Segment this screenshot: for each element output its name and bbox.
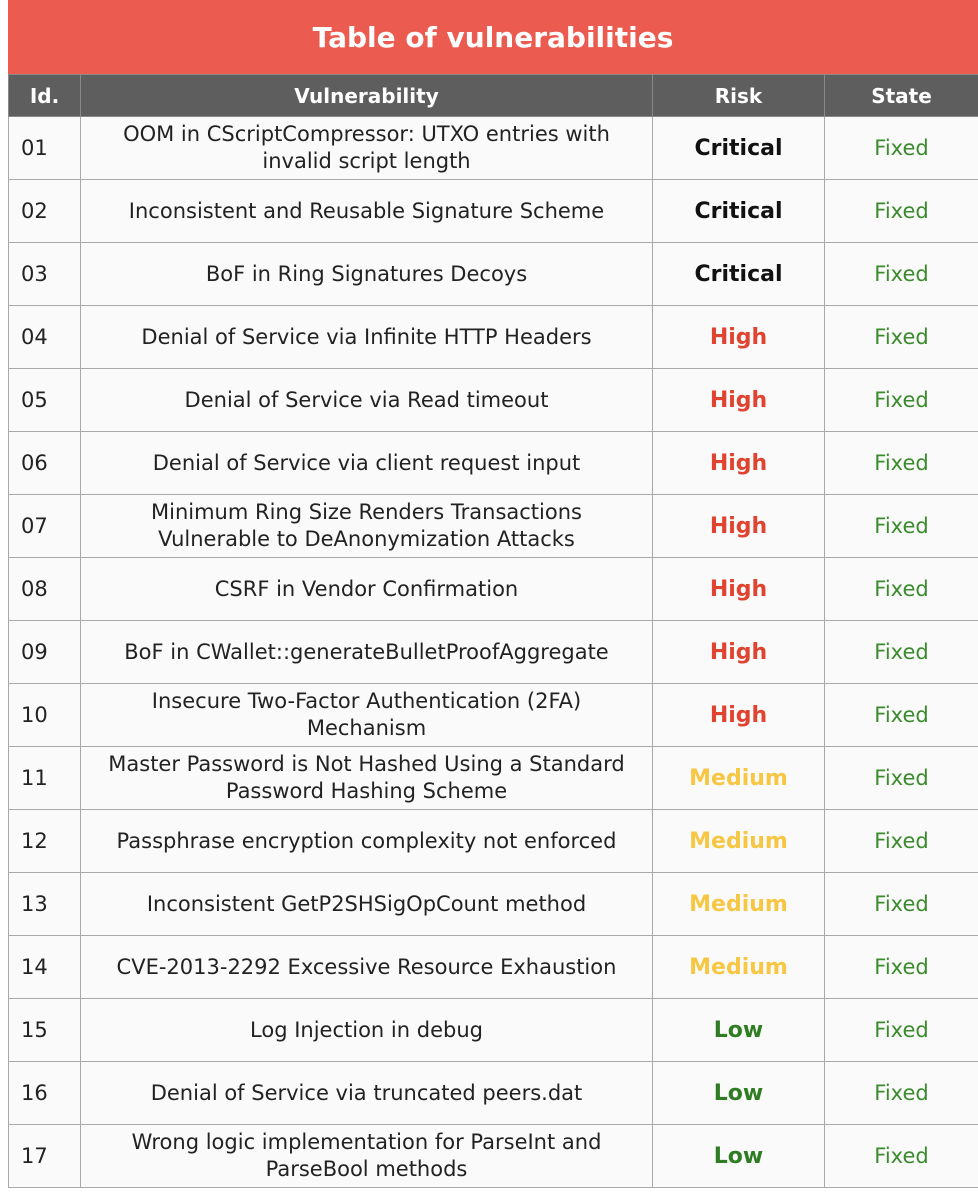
row-vulnerability: Log Injection in debug <box>81 999 653 1062</box>
row-vulnerability: CSRF in Vendor Confirmation <box>81 558 653 621</box>
status-badge: Fixed <box>825 684 978 747</box>
table-row <box>9 306 978 369</box>
table-row <box>9 1062 978 1125</box>
row-id: 10 <box>9 684 81 747</box>
status-badge: Fixed <box>825 810 978 873</box>
row-id: 17 <box>9 1125 81 1188</box>
table-row <box>9 936 978 999</box>
table-row <box>9 117 978 180</box>
risk-badge: High <box>653 369 825 432</box>
risk-badge: High <box>653 621 825 684</box>
status-badge: Fixed <box>825 999 978 1062</box>
table-row <box>9 873 978 936</box>
status-badge: Fixed <box>825 621 978 684</box>
row-id: 06 <box>9 432 81 495</box>
row-id: 16 <box>9 1062 81 1125</box>
row-vulnerability: Denial of Service via Read timeout <box>81 369 653 432</box>
status-badge: Fixed <box>825 873 978 936</box>
row-id: 14 <box>9 936 81 999</box>
row-id: 04 <box>9 306 81 369</box>
status-badge: Fixed <box>825 747 978 810</box>
row-id: 03 <box>9 243 81 306</box>
table-title: Table of vulnerabilities <box>8 0 978 74</box>
risk-badge: Medium <box>653 873 825 936</box>
status-badge: Fixed <box>825 117 978 180</box>
table-header <box>9 75 978 117</box>
table-row <box>9 684 978 747</box>
status-badge: Fixed <box>825 432 978 495</box>
status-badge: Fixed <box>825 495 978 558</box>
status-badge: Fixed <box>825 369 978 432</box>
table-row <box>9 810 978 873</box>
row-id: 11 <box>9 747 81 810</box>
row-vulnerability: Denial of Service via truncated peers.dat <box>81 1062 653 1125</box>
risk-badge: Low <box>653 999 825 1062</box>
risk-badge: Medium <box>653 936 825 999</box>
row-vulnerability: Denial of Service via Infinite HTTP Headers <box>81 306 653 369</box>
table-row <box>9 243 978 306</box>
vulnerability-table <box>8 74 978 1188</box>
row-vulnerability: BoF in Ring Signatures Decoys <box>81 243 653 306</box>
status-badge: Fixed <box>825 180 978 243</box>
status-badge: Fixed <box>825 1062 978 1125</box>
risk-badge: Medium <box>653 747 825 810</box>
header-id: Id. <box>9 75 81 117</box>
row-vulnerability: Inconsistent and Reusable Signature Scheme <box>81 180 653 243</box>
risk-badge: Medium <box>653 810 825 873</box>
status-badge: Fixed <box>825 306 978 369</box>
table-row <box>9 180 978 243</box>
status-badge: Fixed <box>825 936 978 999</box>
row-id: 05 <box>9 369 81 432</box>
header-state: State <box>825 75 978 117</box>
risk-badge: High <box>653 495 825 558</box>
row-id: 13 <box>9 873 81 936</box>
header-vulnerability: Vulnerability <box>81 75 653 117</box>
table-row <box>9 621 978 684</box>
row-id: 15 <box>9 999 81 1062</box>
status-badge: Fixed <box>825 558 978 621</box>
risk-badge: Critical <box>653 180 825 243</box>
risk-badge: High <box>653 558 825 621</box>
row-vulnerability: Passphrase encryption complexity not enforced <box>81 810 653 873</box>
risk-badge: High <box>653 684 825 747</box>
table-row <box>9 558 978 621</box>
risk-badge: High <box>653 432 825 495</box>
risk-badge: High <box>653 306 825 369</box>
vulnerability-report <box>8 0 978 1200</box>
table-body <box>9 117 978 1188</box>
row-vulnerability: Insecure Two-Factor Authentication (2FA) Mechanism <box>81 684 653 747</box>
row-id: 08 <box>9 558 81 621</box>
header-row <box>9 75 978 117</box>
row-id: 02 <box>9 180 81 243</box>
risk-badge: Low <box>653 1125 825 1188</box>
row-vulnerability: Denial of Service via client request input <box>81 432 653 495</box>
table-row <box>9 432 978 495</box>
risk-badge: Critical <box>653 117 825 180</box>
row-vulnerability: CVE-2013-2292 Excessive Resource Exhaustion <box>81 936 653 999</box>
row-vulnerability: Wrong logic implementation for ParseInt and ParseBool methods <box>81 1125 653 1188</box>
row-id: 09 <box>9 621 81 684</box>
row-vulnerability: Inconsistent GetP2SHSigOpCount method <box>81 873 653 936</box>
risk-badge: Low <box>653 1062 825 1125</box>
table-row <box>9 369 978 432</box>
risk-badge: Critical <box>653 243 825 306</box>
table-row <box>9 1125 978 1188</box>
table-row <box>9 495 978 558</box>
row-vulnerability: OOM in CScriptCompressor: UTXO entries with invalid script length <box>81 117 653 180</box>
row-id: 01 <box>9 117 81 180</box>
row-vulnerability: Master Password is Not Hashed Using a Standard Password Hashing Scheme <box>81 747 653 810</box>
row-id: 12 <box>9 810 81 873</box>
row-id: 07 <box>9 495 81 558</box>
header-risk: Risk <box>653 75 825 117</box>
status-badge: Fixed <box>825 243 978 306</box>
row-vulnerability: BoF in CWallet::generateBulletProofAggregate <box>81 621 653 684</box>
status-badge: Fixed <box>825 1125 978 1188</box>
table-row <box>9 999 978 1062</box>
row-vulnerability: Minimum Ring Size Renders Transactions Vulnerable to DeAnonymization Attacks <box>81 495 653 558</box>
table-row <box>9 747 978 810</box>
